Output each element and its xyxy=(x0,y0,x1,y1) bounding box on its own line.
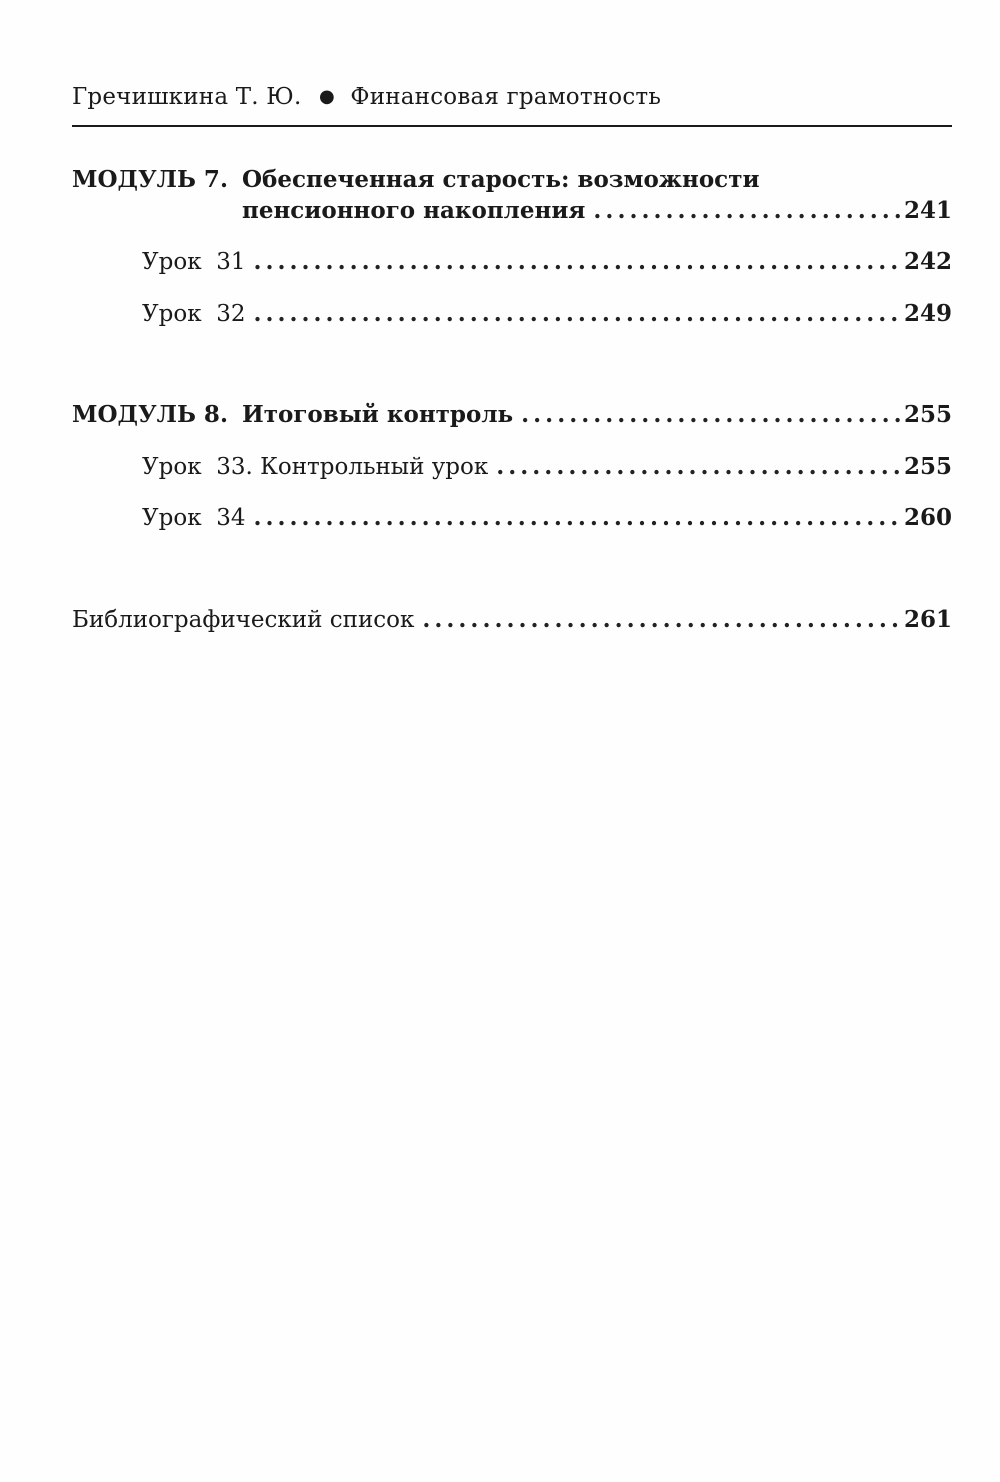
lesson-32-entry[interactable] xyxy=(142,300,952,330)
dot-leader xyxy=(593,197,900,224)
dot-leader xyxy=(253,504,900,531)
module-7-title-line2: пенсионного накопления xyxy=(242,197,586,224)
bullet-icon: ● xyxy=(318,86,335,107)
lesson-32-label: Урок 32 xyxy=(142,301,246,327)
dot-leader xyxy=(253,300,900,327)
dot-leader xyxy=(422,606,900,633)
header-rule xyxy=(72,125,952,127)
dot-leader xyxy=(253,248,900,275)
lesson-33-page: 255 xyxy=(903,453,952,480)
lesson-34-entry[interactable] xyxy=(142,504,952,534)
module-8-heading xyxy=(72,401,513,428)
module-8-page: 255 xyxy=(903,401,952,428)
header-author: Гречишкина Т. Ю. xyxy=(72,84,302,110)
module-7-entry[interactable] xyxy=(242,197,952,227)
lesson-34-label: Урок 34 xyxy=(142,505,246,531)
lesson-31-entry[interactable] xyxy=(142,248,952,278)
module-7-heading xyxy=(72,166,760,193)
dot-leader xyxy=(496,453,900,480)
running-header xyxy=(72,84,952,110)
bibliography-label: Библиографический список xyxy=(72,607,415,633)
module-8-prefix: МОДУЛЬ 8. xyxy=(72,401,228,428)
module-7-title-line1: Обеспеченная старость: возможности xyxy=(242,166,760,193)
bibliography-page: 261 xyxy=(903,606,952,633)
lesson-34-page: 260 xyxy=(903,504,952,531)
module-7-prefix: МОДУЛЬ 7. xyxy=(72,166,228,193)
lesson-31-label: Урок 31 xyxy=(142,249,246,275)
lesson-33-entry[interactable] xyxy=(142,453,952,483)
module-8-title: Итоговый контроль xyxy=(242,401,514,428)
lesson-32-page: 249 xyxy=(903,300,952,327)
module-8-entry[interactable] xyxy=(72,401,952,431)
bibliography-entry[interactable] xyxy=(72,606,952,636)
dot-leader xyxy=(521,401,900,428)
header-book-title: Финансовая грамотность xyxy=(350,84,662,110)
lesson-31-page: 242 xyxy=(903,248,952,275)
module-7-page: 241 xyxy=(903,197,952,224)
lesson-33-label: Урок 33. Контрольный урок xyxy=(142,454,489,480)
